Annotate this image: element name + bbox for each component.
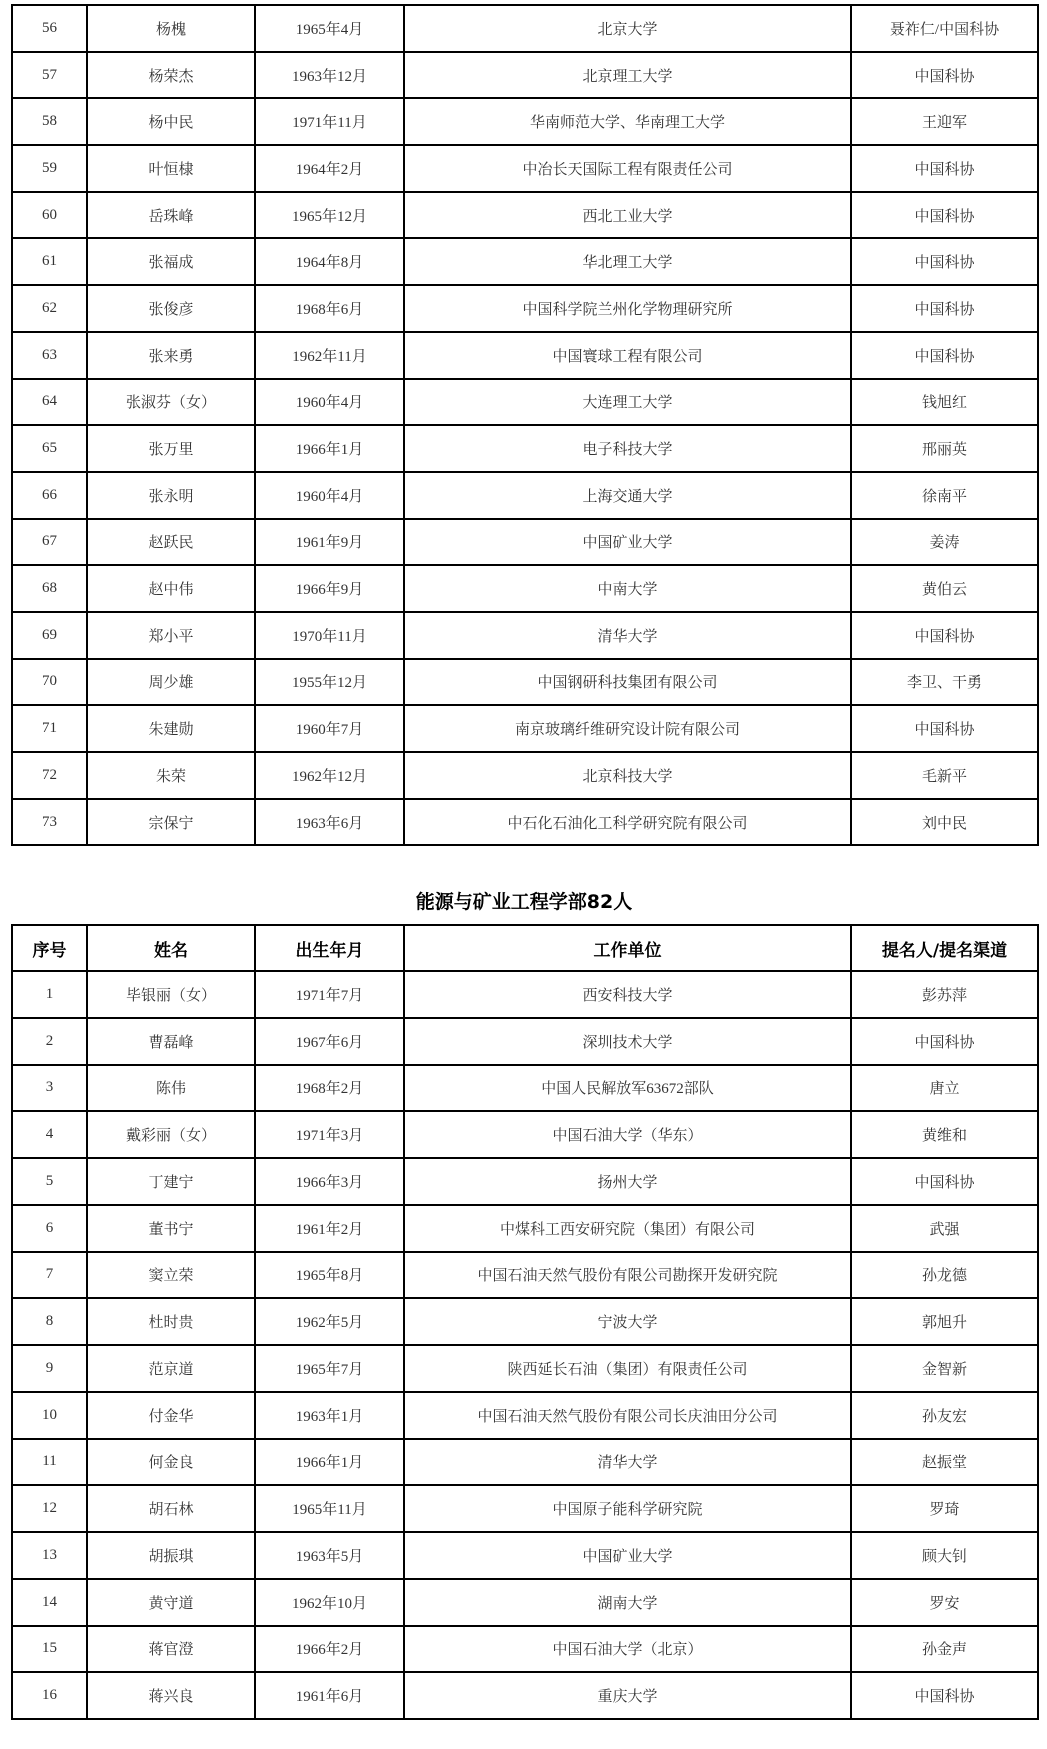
cell-no: 61 (12, 238, 87, 285)
cell-employer: 清华大学 (404, 1439, 851, 1486)
header-employer: 工作单位 (404, 925, 851, 971)
cell-nominator: 中国科协 (851, 705, 1038, 752)
cell-nominator: 中国科协 (851, 145, 1038, 192)
cell-birth: 1963年1月 (255, 1392, 404, 1439)
energy-mining-table-body (12, 971, 1038, 1719)
cell-employer: 清华大学 (404, 612, 851, 659)
cell-nominator: 孙友宏 (851, 1392, 1038, 1439)
cell-no: 56 (12, 5, 87, 52)
table-header (12, 925, 1038, 971)
cell-birth: 1965年11月 (255, 1485, 404, 1532)
cell-no: 4 (12, 1111, 87, 1158)
cell-nominator: 罗琦 (851, 1485, 1038, 1532)
cell-nominator: 中国科协 (851, 332, 1038, 379)
header-row (12, 925, 1038, 971)
cell-name: 胡振琪 (87, 1532, 255, 1579)
cell-name: 蒋兴良 (87, 1672, 255, 1719)
cell-birth: 1966年1月 (255, 425, 404, 472)
energy-mining-table (11, 924, 1039, 1720)
cell-name: 张来勇 (87, 332, 255, 379)
cell-employer: 华南师范大学、华南理工大学 (404, 98, 851, 145)
cell-nominator: 邢丽英 (851, 425, 1038, 472)
header-no: 序号 (12, 925, 87, 971)
table-row (12, 752, 1038, 799)
cell-employer: 湖南大学 (404, 1579, 851, 1626)
cell-employer: 北京理工大学 (404, 52, 851, 99)
cell-no: 16 (12, 1672, 87, 1719)
cell-employer: 华北理工大学 (404, 238, 851, 285)
cell-nominator: 中国科协 (851, 1672, 1038, 1719)
cell-birth: 1960年4月 (255, 472, 404, 519)
cell-nominator: 中国科协 (851, 1018, 1038, 1065)
cell-no: 5 (12, 1158, 87, 1205)
cell-name: 张永明 (87, 472, 255, 519)
cell-birth: 1968年6月 (255, 285, 404, 332)
cell-name: 曹磊峰 (87, 1018, 255, 1065)
cell-name: 张淑芬（女） (87, 379, 255, 426)
cell-name: 张福成 (87, 238, 255, 285)
cell-no: 62 (12, 285, 87, 332)
cell-name: 朱荣 (87, 752, 255, 799)
cell-nominator: 姜涛 (851, 519, 1038, 566)
cell-no: 15 (12, 1626, 87, 1673)
cell-nominator: 钱旭红 (851, 379, 1038, 426)
table-row (12, 425, 1038, 472)
cell-birth: 1971年3月 (255, 1111, 404, 1158)
cell-employer: 西北工业大学 (404, 192, 851, 239)
cell-name: 陈伟 (87, 1065, 255, 1112)
cell-employer: 中国人民解放军63672部队 (404, 1065, 851, 1112)
cell-employer: 中国钢研科技集团有限公司 (404, 659, 851, 706)
cell-name: 张万里 (87, 425, 255, 472)
cell-nominator: 徐南平 (851, 472, 1038, 519)
cell-no: 11 (12, 1439, 87, 1486)
cell-birth: 1968年2月 (255, 1065, 404, 1112)
cell-no: 68 (12, 565, 87, 612)
cell-employer: 中国石油天然气股份有限公司长庆油田分公司 (404, 1392, 851, 1439)
table-row (12, 145, 1038, 192)
cell-employer: 中石化石油化工科学研究院有限公司 (404, 799, 851, 846)
cell-nominator: 郭旭升 (851, 1298, 1038, 1345)
cell-nominator: 彭苏萍 (851, 971, 1038, 1018)
cell-birth: 1961年2月 (255, 1205, 404, 1252)
cell-name: 董书宁 (87, 1205, 255, 1252)
cell-no: 6 (12, 1205, 87, 1252)
table-row (12, 1579, 1038, 1626)
table-row (12, 5, 1038, 52)
cell-birth: 1961年6月 (255, 1672, 404, 1719)
cell-employer: 上海交通大学 (404, 472, 851, 519)
table-row (12, 1439, 1038, 1486)
cell-employer: 中冶长天国际工程有限责任公司 (404, 145, 851, 192)
cell-birth: 1961年9月 (255, 519, 404, 566)
cell-name: 张俊彦 (87, 285, 255, 332)
cell-nominator: 罗安 (851, 1579, 1038, 1626)
table-row (12, 1111, 1038, 1158)
cell-name: 蒋官澄 (87, 1626, 255, 1673)
cell-name: 杨中民 (87, 98, 255, 145)
cell-nominator: 中国科协 (851, 52, 1038, 99)
cell-no: 60 (12, 192, 87, 239)
cell-no: 71 (12, 705, 87, 752)
cell-birth: 1971年7月 (255, 971, 404, 1018)
cell-nominator: 李卫、干勇 (851, 659, 1038, 706)
cell-nominator: 刘中民 (851, 799, 1038, 846)
table-row (12, 1672, 1038, 1719)
table-row (12, 1626, 1038, 1673)
cell-birth: 1966年3月 (255, 1158, 404, 1205)
cell-no: 72 (12, 752, 87, 799)
table-row (12, 285, 1038, 332)
cell-name: 窦立荣 (87, 1252, 255, 1299)
cell-birth: 1966年9月 (255, 565, 404, 612)
table-row (12, 1205, 1038, 1252)
cell-employer: 西安科技大学 (404, 971, 851, 1018)
cell-employer: 中国寰球工程有限公司 (404, 332, 851, 379)
cell-birth: 1965年8月 (255, 1252, 404, 1299)
cell-employer: 北京大学 (404, 5, 851, 52)
cell-no: 7 (12, 1252, 87, 1299)
cell-no: 73 (12, 799, 87, 846)
cell-birth: 1965年4月 (255, 5, 404, 52)
table-row (12, 1065, 1038, 1112)
cell-name: 赵中伟 (87, 565, 255, 612)
table-row (12, 1298, 1038, 1345)
cell-nominator: 毛新平 (851, 752, 1038, 799)
table-row (12, 1345, 1038, 1392)
cell-employer: 中国原子能科学研究院 (404, 1485, 851, 1532)
cell-name: 毕银丽（女） (87, 971, 255, 1018)
cell-employer: 陕西延长石油（集团）有限责任公司 (404, 1345, 851, 1392)
previous-section-table (11, 4, 1039, 846)
cell-no: 70 (12, 659, 87, 706)
cell-birth: 1970年11月 (255, 612, 404, 659)
cell-no: 59 (12, 145, 87, 192)
cell-nominator: 中国科协 (851, 238, 1038, 285)
cell-employer: 大连理工大学 (404, 379, 851, 426)
cell-birth: 1960年7月 (255, 705, 404, 752)
cell-name: 戴彩丽（女） (87, 1111, 255, 1158)
table-row (12, 98, 1038, 145)
cell-nominator: 中国科协 (851, 1158, 1038, 1205)
table-row (12, 192, 1038, 239)
cell-employer: 中煤科工西安研究院（集团）有限公司 (404, 1205, 851, 1252)
cell-employer: 中南大学 (404, 565, 851, 612)
cell-nominator: 中国科协 (851, 192, 1038, 239)
table-row (12, 332, 1038, 379)
cell-nominator: 聂祚仁/中国科协 (851, 5, 1038, 52)
cell-birth: 1964年2月 (255, 145, 404, 192)
table-row (12, 1532, 1038, 1579)
cell-name: 赵跃民 (87, 519, 255, 566)
cell-name: 杜时贵 (87, 1298, 255, 1345)
cell-birth: 1963年5月 (255, 1532, 404, 1579)
cell-birth: 1962年5月 (255, 1298, 404, 1345)
cell-name: 杨槐 (87, 5, 255, 52)
cell-name: 范京道 (87, 1345, 255, 1392)
cell-name: 付金华 (87, 1392, 255, 1439)
header-birth: 出生年月 (255, 925, 404, 971)
cell-employer: 中国矿业大学 (404, 519, 851, 566)
cell-name: 黄守道 (87, 1579, 255, 1626)
cell-no: 57 (12, 52, 87, 99)
cell-name: 周少雄 (87, 659, 255, 706)
cell-nominator: 黄维和 (851, 1111, 1038, 1158)
table-row (12, 1485, 1038, 1532)
cell-nominator: 中国科协 (851, 285, 1038, 332)
table-row (12, 238, 1038, 285)
cell-employer: 南京玻璃纤维研究设计院有限公司 (404, 705, 851, 752)
table-row (12, 52, 1038, 99)
cell-name: 郑小平 (87, 612, 255, 659)
cell-no: 14 (12, 1579, 87, 1626)
cell-name: 朱建勋 (87, 705, 255, 752)
cell-no: 66 (12, 472, 87, 519)
cell-nominator: 金智新 (851, 1345, 1038, 1392)
header-nominator: 提名人/提名渠道 (851, 925, 1038, 971)
cell-birth: 1963年12月 (255, 52, 404, 99)
cell-nominator: 赵振堂 (851, 1439, 1038, 1486)
cell-name: 宗保宁 (87, 799, 255, 846)
cell-no: 10 (12, 1392, 87, 1439)
cell-employer: 中国石油大学（华东） (404, 1111, 851, 1158)
cell-birth: 1965年12月 (255, 192, 404, 239)
cell-birth: 1962年11月 (255, 332, 404, 379)
table-row (12, 705, 1038, 752)
cell-employer: 宁波大学 (404, 1298, 851, 1345)
table-row (12, 379, 1038, 426)
cell-nominator: 王迎军 (851, 98, 1038, 145)
cell-name: 何金良 (87, 1439, 255, 1486)
cell-birth: 1955年12月 (255, 659, 404, 706)
header-name: 姓名 (87, 925, 255, 971)
cell-employer: 扬州大学 (404, 1158, 851, 1205)
cell-name: 杨荣杰 (87, 52, 255, 99)
cell-no: 67 (12, 519, 87, 566)
cell-birth: 1966年2月 (255, 1626, 404, 1673)
cell-employer: 深圳技术大学 (404, 1018, 851, 1065)
table-row (12, 612, 1038, 659)
cell-no: 3 (12, 1065, 87, 1112)
cell-employer: 中国石油天然气股份有限公司勘探开发研究院 (404, 1252, 851, 1299)
table-row (12, 971, 1038, 1018)
cell-name: 丁建宁 (87, 1158, 255, 1205)
cell-employer: 中国矿业大学 (404, 1532, 851, 1579)
cell-birth: 1967年6月 (255, 1018, 404, 1065)
cell-birth: 1960年4月 (255, 379, 404, 426)
cell-no: 13 (12, 1532, 87, 1579)
cell-birth: 1962年12月 (255, 752, 404, 799)
cell-employer: 电子科技大学 (404, 425, 851, 472)
cell-birth: 1962年10月 (255, 1579, 404, 1626)
table-row (12, 472, 1038, 519)
cell-no: 69 (12, 612, 87, 659)
cell-name: 叶恒棣 (87, 145, 255, 192)
cell-employer: 重庆大学 (404, 1672, 851, 1719)
cell-no: 9 (12, 1345, 87, 1392)
cell-no: 64 (12, 379, 87, 426)
cell-employer: 中国科学院兰州化学物理研究所 (404, 285, 851, 332)
previous-section-table-body (12, 5, 1038, 845)
section-title: 能源与矿业工程学部82人 (415, 891, 633, 913)
cell-birth: 1966年1月 (255, 1439, 404, 1486)
table-row (12, 1018, 1038, 1065)
cell-nominator: 顾大钊 (851, 1532, 1038, 1579)
cell-birth: 1965年7月 (255, 1345, 404, 1392)
table-row (12, 1158, 1038, 1205)
cell-birth: 1963年6月 (255, 799, 404, 846)
cell-no: 8 (12, 1298, 87, 1345)
cell-no: 65 (12, 425, 87, 472)
cell-no: 2 (12, 1018, 87, 1065)
table-row (12, 1392, 1038, 1439)
cell-nominator: 武强 (851, 1205, 1038, 1252)
cell-no: 1 (12, 971, 87, 1018)
table-row (12, 519, 1038, 566)
table-row (12, 799, 1038, 846)
table-row (12, 565, 1038, 612)
cell-name: 岳珠峰 (87, 192, 255, 239)
cell-nominator: 唐立 (851, 1065, 1038, 1112)
cell-nominator: 黄伯云 (851, 565, 1038, 612)
cell-nominator: 孙金声 (851, 1626, 1038, 1673)
cell-employer: 北京科技大学 (404, 752, 851, 799)
cell-no: 58 (12, 98, 87, 145)
cell-name: 胡石林 (87, 1485, 255, 1532)
table-row (12, 659, 1038, 706)
cell-no: 63 (12, 332, 87, 379)
cell-birth: 1971年11月 (255, 98, 404, 145)
cell-nominator: 孙龙德 (851, 1252, 1038, 1299)
cell-birth: 1964年8月 (255, 238, 404, 285)
cell-nominator: 中国科协 (851, 612, 1038, 659)
table-row (12, 1252, 1038, 1299)
cell-employer: 中国石油大学（北京） (404, 1626, 851, 1673)
cell-no: 12 (12, 1485, 87, 1532)
